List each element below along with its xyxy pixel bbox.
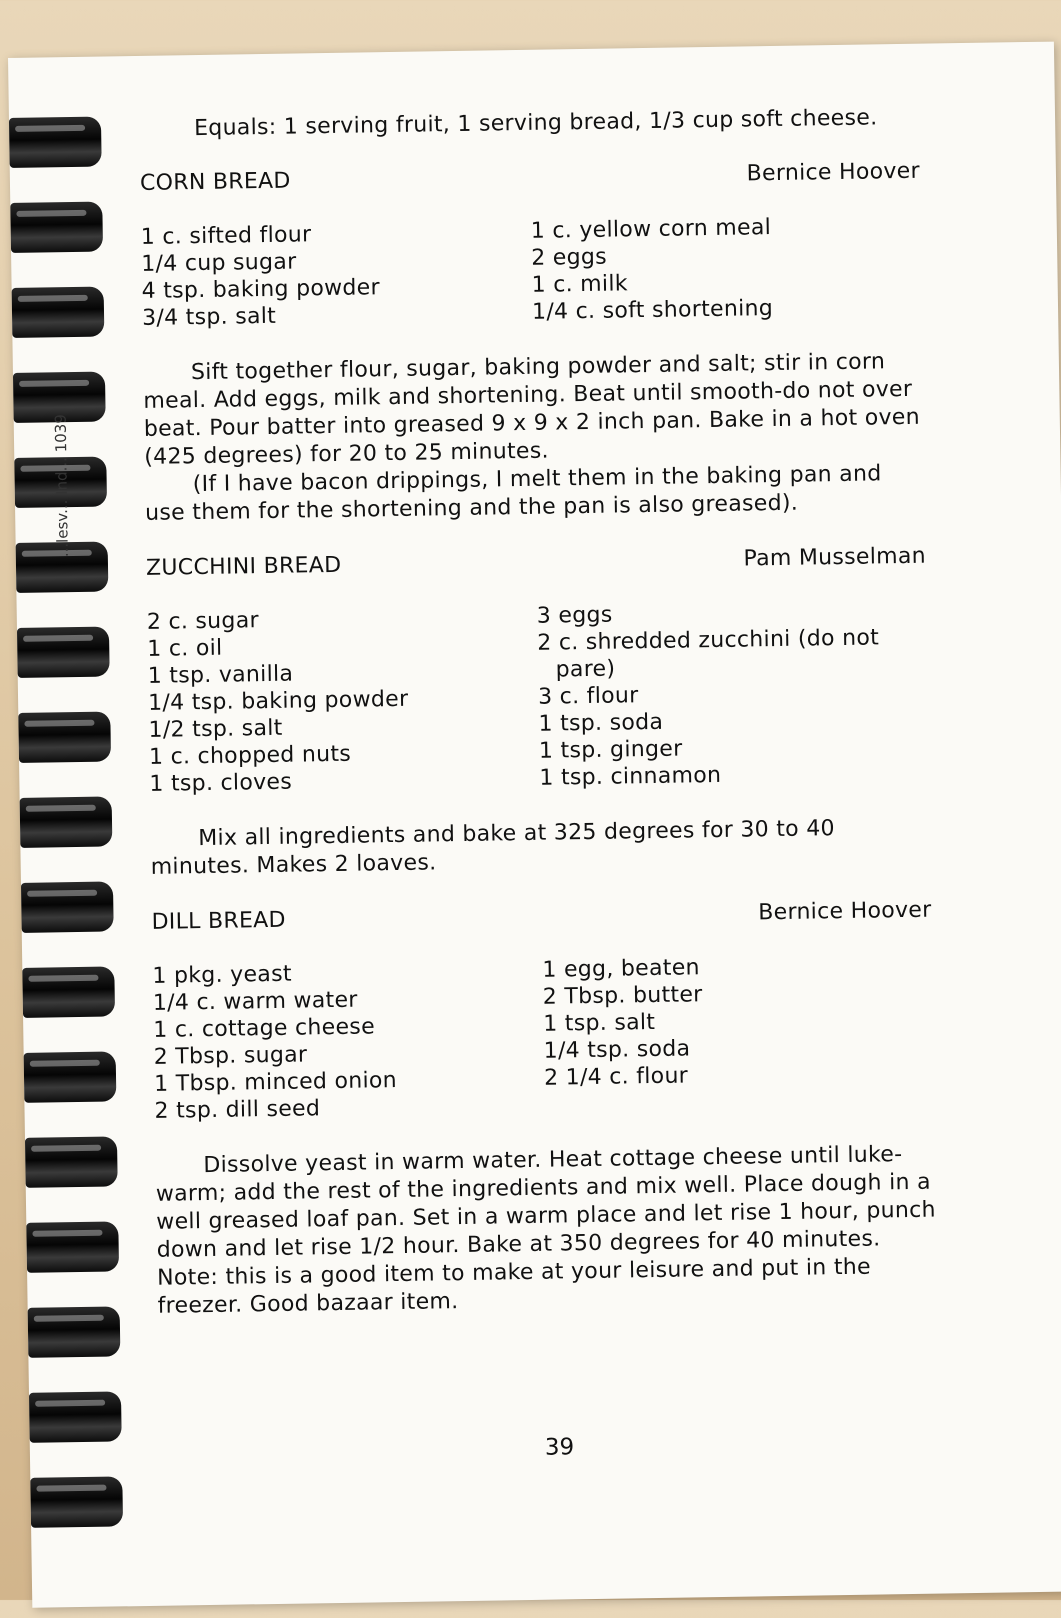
- ingredient: 1/4 tsp. soda: [543, 1036, 691, 1064]
- ingredient: 2 c. sugar: [146, 608, 260, 635]
- recipe-author: Pam Musselman: [743, 543, 927, 572]
- binding-ring: [29, 1391, 122, 1442]
- ingredient: 1 tsp. salt: [543, 1009, 656, 1037]
- ingredients-right: [531, 212, 923, 326]
- spine-label: ...lesv... Ind... 1039: [51, 414, 72, 558]
- ingredient: 3/4 tsp. salt: [141, 303, 277, 331]
- binding-ring: [28, 1306, 121, 1357]
- binding-ring: [10, 202, 103, 253]
- ingredient: 1 c. yellow corn meal: [530, 215, 772, 244]
- ingredient: 1 c. milk: [531, 271, 628, 298]
- equals-line: Equals: 1 serving fruit, 1 serving bread, 1/3 cup soft cheese.: [193, 105, 878, 142]
- ingredient: 2 Tbsp. butter: [542, 982, 703, 1010]
- ingredient: 2 c. shredded zucchini (do not: [537, 625, 880, 656]
- ingredient: 3 c. flour: [537, 683, 639, 710]
- binding-ring: [24, 1051, 117, 1102]
- binding-ring: [30, 1476, 123, 1527]
- ingredients-right: [537, 597, 930, 792]
- directions-paragraph: Dissolve yeast in warm water. Heat cottage cheese until luke-warm; add the rest of the ingredients and mix well. Place dough in a well greased loaf pan. Set in a warm place and let rise 1 hour, punch down and let rise 1/2 hour. Bake at 350 degrees for 40 minutes. Note: this is a good item to make at your leisure and put in the freezer. Good bazaar item.: [155, 1142, 936, 1319]
- recipe-title: ZUCCHINI BREAD: [145, 552, 342, 581]
- binding-ring: [9, 117, 102, 168]
- recipe-directions: [155, 1141, 938, 1321]
- recipe-title: CORN BREAD: [139, 168, 291, 196]
- recipe-author: Bernice Hoover: [746, 158, 921, 187]
- recipe-dill-bread: [151, 898, 937, 1321]
- ingredients-left: [141, 218, 533, 332]
- spiral-binding: [9, 116, 133, 1617]
- ingredient: 1 tsp. soda: [538, 709, 664, 737]
- recipe-zucchini-bread: [146, 544, 931, 882]
- ingredient: 1 tsp. cinnamon: [539, 762, 722, 791]
- ingredients-right: [542, 951, 934, 1119]
- binding-ring: [26, 1221, 119, 1272]
- binding-ring: [12, 287, 105, 338]
- binding-ring: [21, 881, 114, 932]
- ingredient: 1/4 cup sugar: [141, 249, 297, 277]
- ingredient: 4 tsp. baking powder: [141, 275, 381, 304]
- ingredient: 1 c. sifted flour: [140, 222, 312, 250]
- ingredient: 1 c. chopped nuts: [148, 741, 352, 770]
- ingredient: 2 Tbsp. sugar: [153, 1042, 308, 1070]
- ingredient: 1 Tbsp. minced onion: [153, 1068, 398, 1097]
- ingredient: 1/2 tsp. salt: [148, 715, 283, 743]
- ingredient: 1 tsp. ginger: [538, 736, 683, 764]
- ingredients-left: [147, 603, 540, 798]
- page-number: 39: [544, 1434, 575, 1461]
- binding-ring: [20, 796, 113, 847]
- ingredient: 3 eggs: [536, 602, 613, 629]
- recipe-author: Bernice Hoover: [758, 897, 932, 926]
- ingredient: 2 eggs: [531, 244, 608, 271]
- binding-ring: [18, 711, 111, 762]
- binding-ring: [22, 966, 115, 1017]
- ingredient: 1/4 c. warm water: [152, 987, 358, 1016]
- ingredient: 1/4 tsp. baking powder: [147, 686, 409, 716]
- recipe-directions: [150, 814, 931, 882]
- ingredient: 1 pkg. yeast: [152, 961, 292, 989]
- ingredients-left: [152, 957, 544, 1125]
- ingredient: 1 tsp. cloves: [149, 769, 293, 797]
- binding-ring: [25, 1136, 118, 1187]
- directions-paragraph: Sift together flour, sugar, baking powder and salt; stir in corn meal. Add eggs, milk and shortening. Beat until smooth-do not over beat. Pour batter into greased 9 x 9 x 2 inch pan. Bake in a hot oven (425 degrees) for 20 to 25 minutes.: [143, 349, 921, 470]
- ingredient: 1 egg, beaten: [542, 955, 701, 983]
- cookbook-page: [8, 42, 1061, 1608]
- ingredient: 1 c. cottage cheese: [153, 1014, 376, 1043]
- ingredient: 2 1/4 c. flour: [543, 1063, 689, 1091]
- directions-paragraph: Mix all ingredients and bake at 325 degrees for 30 to 40 minutes. Makes 2 loaves.: [150, 816, 836, 880]
- ingredient: 1 tsp. vanilla: [147, 661, 294, 689]
- recipe-directions: [143, 348, 926, 528]
- recipe-title: DILL BREAD: [151, 907, 286, 935]
- ingredient: pare): [555, 656, 616, 683]
- ingredient: 1 c. oil: [147, 635, 223, 662]
- recipe-corn-bread: [140, 159, 926, 528]
- page-content: [139, 104, 938, 1349]
- ingredient: 2 tsp. dill seed: [154, 1096, 321, 1124]
- directions-paragraph: (If I have bacon drippings, I melt them in the baking pan and use them for the shortening and the pan is also greased).: [144, 461, 882, 526]
- binding-ring: [17, 626, 110, 677]
- ingredient: 1/4 c. soft shortening: [531, 296, 774, 325]
